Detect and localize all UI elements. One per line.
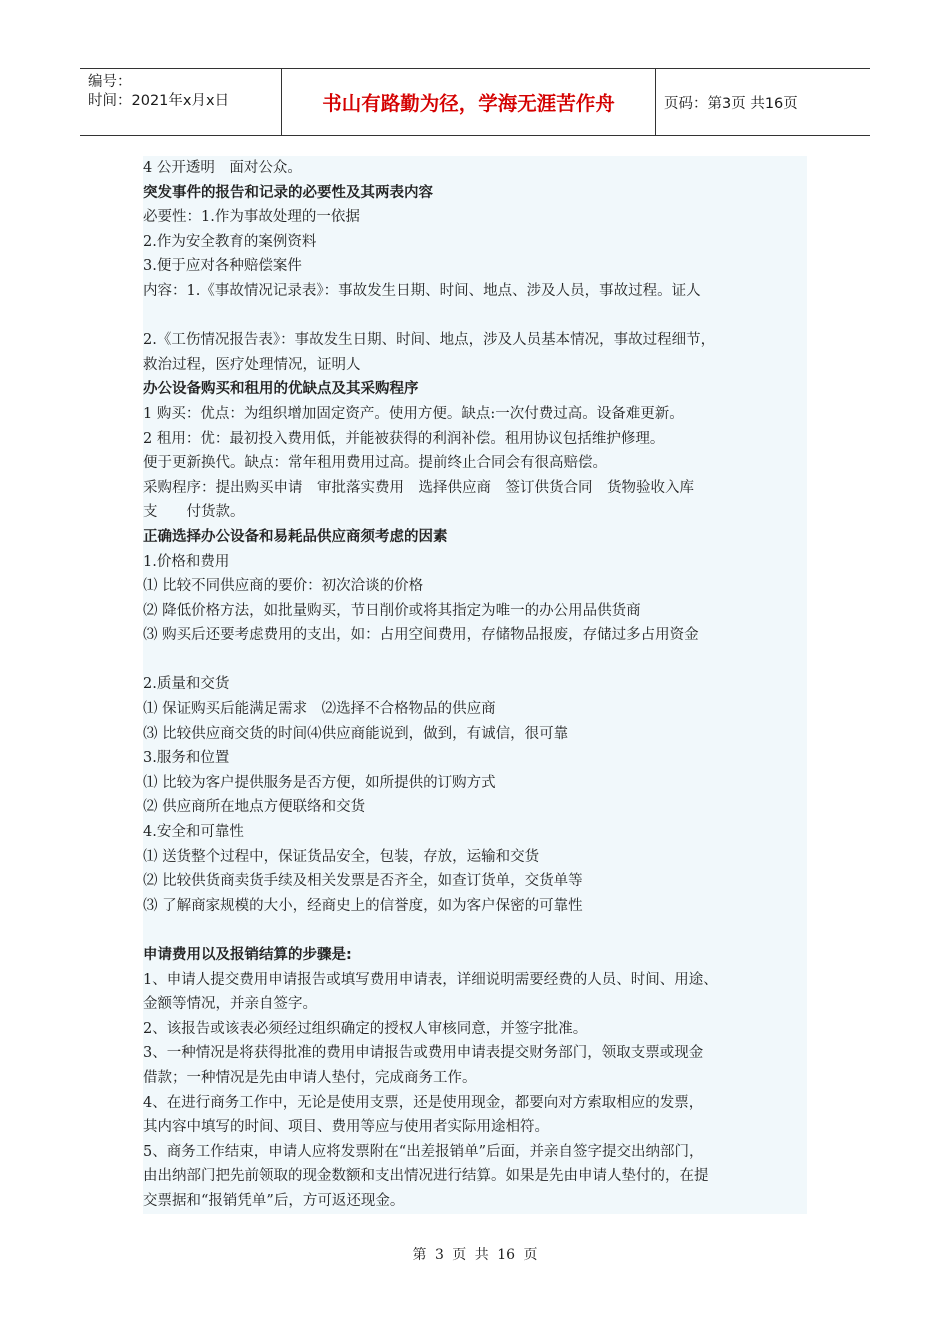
body-line: 支 付货款。 <box>143 504 245 521</box>
header-number: 编号： <box>88 74 132 90</box>
blank-line <box>143 304 807 329</box>
body-line: 3.服务和位置 <box>143 750 230 767</box>
header-time: 时间：2021年x月x日 <box>88 93 230 109</box>
section-heading: 申请费用以及报销结算的步骤是: <box>143 947 352 963</box>
body-line: ⑵ 供应商所在地点方便联络和交货 <box>143 799 366 816</box>
body-line: 3、一种情况是将获得批准的费用申请报告或费用申请表提交财务部门，领取支票或现金 <box>143 1045 704 1062</box>
body-line: ⑶ 了解商家规模的大小，经商史上的信誉度，如为客户保密的可靠性 <box>143 897 583 914</box>
body-line: 1 购买：优点：为组织增加固定资产。使用方便。缺点:一次付费过高。设备难更新。 <box>143 405 684 422</box>
body-line: 借款；一种情况是先由申请人垫付，完成商务工作。 <box>143 1069 477 1086</box>
body-line: 便于更新换代。缺点：常年租用费用过高。提前终止合同会有很高赔偿。 <box>143 455 607 472</box>
body-line: 2.作为安全教育的案例资料 <box>143 233 317 250</box>
body-line: 5、商务工作结束，申请人应将发票附在“出差报销单”后面，并亲自签字提交出纳部门， <box>143 1143 704 1160</box>
body-line: 由出纳部门把先前领取的现金数额和支出情况进行结算。如果是先由申请人垫付的，在提 <box>143 1168 709 1185</box>
body-line: 救治过程，医疗处理情况，证明人 <box>143 356 361 373</box>
body-line: 2.质量和交货 <box>143 676 230 693</box>
body-line: 1、申请人提交费用申请报告或填写费用申请表，详细说明需要经费的人员、时间、用途、 <box>143 971 718 988</box>
body-line: ⑵ 降低价格方法，如批量购买，节日削价或将其指定为唯一的办公用品供货商 <box>143 602 641 619</box>
document-body <box>143 156 807 1214</box>
blank-line <box>143 918 807 943</box>
header-info <box>80 69 282 135</box>
section-heading: 正确选择办公设备和易耗品供应商须考虑的因素 <box>143 528 448 545</box>
body-line: 内容：1.《事故情况记录表》：事故发生日期、时间、地点、涉及人员，事故过程。证人 <box>143 282 701 299</box>
body-line: 1.价格和费用 <box>143 553 230 570</box>
page-footer: 第 3 页 共 16 页 <box>412 1247 538 1263</box>
body-line: ⑵ 比较供货商卖货手续及相关发票是否齐全，如查订货单，交货单等 <box>143 873 583 890</box>
header-page-number: 页码：第3页 共16页 <box>664 95 798 112</box>
body-line: ⑴ 比较不同供应商的要价：初次洽谈的价格 <box>143 578 424 595</box>
body-line: ⑴ 送货整个过程中，保证货品安全，包装，存放，运输和交货 <box>143 848 540 865</box>
body-line: ⑴ 比较为客户提供服务是否方便，如所提供的订购方式 <box>143 774 496 791</box>
body-line: 2、该报告或该表必须经过组织确定的授权人审核同意，并签字批准。 <box>143 1020 588 1037</box>
body-line: 2.《工伤情况报告表》：事故发生日期、时间、地点，涉及人员基本情况，事故过程细节， <box>143 332 716 349</box>
body-line: 2 租用：优：最初投入费用低，并能被获得的利润补偿。租用协议包括维护修理。 <box>143 430 665 447</box>
body-line: 采购程序：提出购买申请 审批落实费用 选择供应商 签订供货合同 货物验收入库 <box>143 479 694 496</box>
section-heading: 办公设备购买和租用的优缺点及其采购程序 <box>143 381 419 398</box>
body-line: 交票据和“报销凭单”后，方可返还现金。 <box>143 1192 405 1209</box>
page-header <box>80 68 870 136</box>
body-line: 必要性：1.作为事故处理的一依据 <box>143 209 360 226</box>
body-line: 金额等情况，并亲自签字。 <box>143 996 317 1013</box>
section-heading: 突发事件的报告和记录的必要性及其两表内容 <box>143 184 433 201</box>
body-line: 4 公开透明 面对公众。 <box>143 160 302 176</box>
body-line: ⑶ 购买后还要考虑费用的支出，如：占用空间费用，存储物品报废，存储过多占用资金 <box>143 627 699 644</box>
body-line: 4、在进行商务工作中，无论是使用支票，还是使用现金，都要向对方索取相应的发票， <box>143 1094 704 1111</box>
header-motto: 书山有路勤为径，学海无涯苦作舟 <box>282 69 656 135</box>
body-line: 其内容中填写的时间、项目、费用等应与使用者实际用途相符。 <box>143 1119 549 1136</box>
blank-line <box>143 648 807 673</box>
body-line: 4.安全和可靠性 <box>143 824 244 841</box>
body-line: ⑴ 保证购买后能满足需求 ⑵选择不合格物品的供应商 <box>143 701 496 718</box>
body-line: 3.便于应对各种赔偿案件 <box>143 258 302 275</box>
body-line: ⑶ 比较供应商交货的时间⑷供应商能说到，做到，有诚信，很可靠 <box>143 725 569 742</box>
